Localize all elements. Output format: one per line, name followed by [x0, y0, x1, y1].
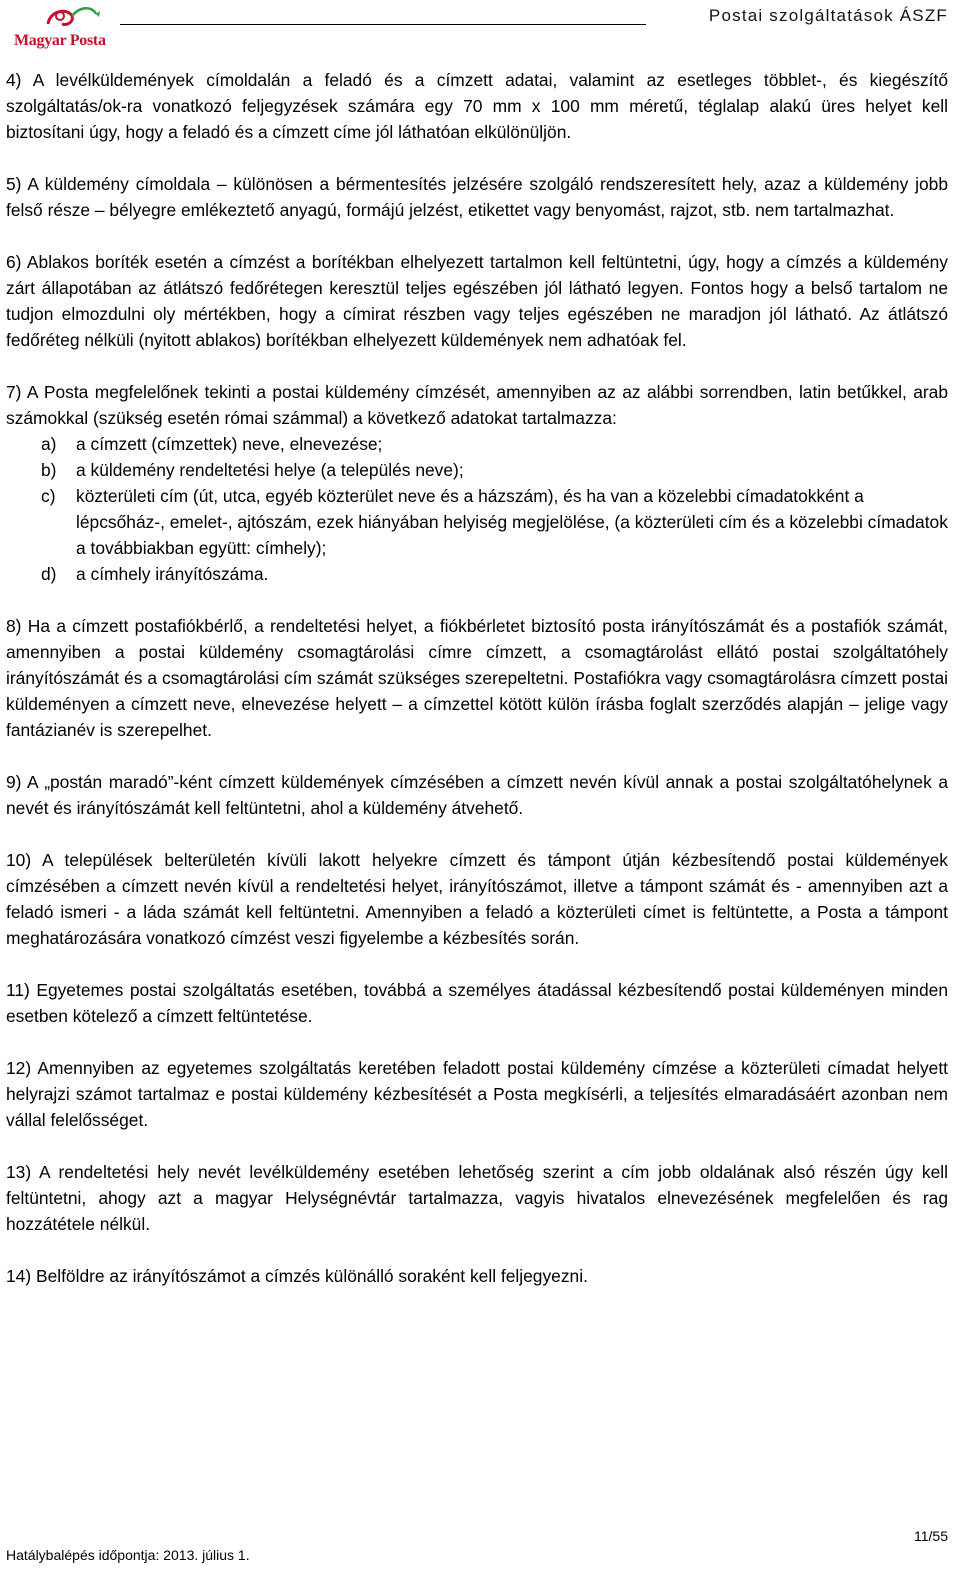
magyar-posta-logo: [10, 2, 110, 56]
list-marker: a): [41, 434, 57, 454]
logo-text: Magyar Posta: [14, 32, 106, 49]
list-marker: c): [41, 486, 56, 506]
paragraph-6: 6) Ablakos boríték esetén a címzést a borítékban elhelyezett tartalmon kell feltüntetni, úgy, hogy a címzés a küldemény zárt állapotában az átlátszó fedőrétegen keresztül teljes egészében jól látható legyen. Fontos hogy a belső tartalom ne tudjon elmozdulni oly mértékben, hogy a címirat részben vagy teljes egészében ne maradjon jól látható. Az átlátszó fedőréteg nélküli (nyitott ablakos) borítékban elhelyezett küldemények nem adhatóak fel.: [6, 252, 948, 350]
page-number: 11/55: [914, 1528, 948, 1544]
document-title: Postai szolgáltatások ÁSZF: [708, 6, 948, 25]
list-item-text: a küldemény rendeltetési helye (a település neve);: [76, 460, 464, 480]
paragraph-5: 5) A küldemény címoldala – különösen a bérmentesítés jelzésére szolgáló rendszeresített hely, azaz a küldemény jobb felső része – bélyegre emlékeztető anyagú, formájú jelzést, etikettet vagy benyomást, rajzot, stb. nem tartalmazhat.: [6, 174, 948, 220]
paragraph-10: 10) A települések belterületén kívüli lakott helyekre címzett és támpont útján kézbesítendő postai küldemények címzésében a címzett nevén kívül a rendeltetési helyet, irányítószámot, illetve a támpont számát és - amennyiben azt a feladó ismeri - a láda számát kell feltüntetni. Amennyiben a feladó a közterületi címet is feltüntette, a Posta a támpont meghatározására vonatkozó címzést veszi figyelembe a kézbesítés során.: [6, 850, 948, 948]
address-requirements-list: [6, 431, 948, 587]
paragraph-4: 4) A levélküldemények címoldalán a feladó és a címzett adatai, valamint az esetleges többlet-, és kiegészítő szolgáltatás/ok-ra vonatkozó feljegyzések számára egy 70 mm x 100 mm méretű, téglalap alakú üres helyet kell biztosítani úgy, hogy a feladó és a címzett címe jól láthatóan elkülönüljön.: [6, 70, 948, 142]
list-item-text: a címhely irányítószáma.: [76, 564, 269, 584]
document-body: [6, 67, 948, 1315]
list-item: [6, 457, 948, 483]
list-marker: d): [41, 564, 57, 584]
paragraph-9: 9) A „postán maradó”-ként címzett küldemények címzésében a címzett nevén kívül annak a postai szolgáltatóhelynek a nevét és irányítószámát kell feltüntetni, ahol a küldemény átvehető.: [6, 772, 948, 818]
header-rule: [120, 24, 646, 25]
list-item-text: közterületi cím (út, utca, egyéb közterület neve és a házszám), és ha van a közelebbi címadatokként a lépcsőház-, emelet-, ajtószám, ezek hiányában helyiség megjelölése, (a közterületi cím és a közelebbi címadatok a továbbiakban együtt: címhely);: [76, 486, 948, 558]
list-item-text: a címzett (címzettek) neve, elnevezése;: [76, 434, 383, 454]
paragraph-14: 14) Belföldre az irányítószámot a címzés különálló soraként kell feljegyezni.: [6, 1266, 588, 1286]
paragraph-7: 7) A Posta megfelelőnek tekinti a postai küldemény címzését, amennyiben az az alábbi sorrendben, latin betűkkel, arab számokkal (szükség esetén római számmal) a következő adatokat tartalmazza:: [6, 382, 948, 428]
effective-date: Hatálybalépés időpontja: 2013. július 1.: [6, 1547, 250, 1563]
paragraph-11: 11) Egyetemes postai szolgáltatás esetében, továbbá a személyes átadással kézbesítendő postai küldeményen minden esetben kötelező a címzett feltüntetése.: [6, 980, 948, 1026]
paragraph-8: 8) Ha a címzett postafiókbérlő, a rendeltetési helyet, a fiókbérletet biztosító posta irányítószámát és a postafiók számát, amennyiben a postai küldemény csomagtárolási címre címzett, a csomagtárolást ellátó postai szolgáltatóhely irányítószámát és a csomagtárolási cím számát szükséges szerepeltetni. Postafiókra vagy csomagtárolásra címzett postai küldeményen a címzett neve, elnevezése helyett – a címzettel kötött külön írásba foglalt szerződés alapján – jelige vagy fantázianév is szerepelhet.: [6, 616, 948, 740]
paragraph-13: 13) A rendeltetési hely nevét levélküldemény esetében lehetőség szerint a cím jobb oldalának alsó részén úgy kell feltüntetni, ahogy azt a magyar Helységnévtár tartalmazza, vagyis hivatalos elnevezésének megfelelően és rag hozzátétele nélkül.: [6, 1162, 948, 1234]
list-marker: b): [41, 460, 57, 480]
paragraph-12: 12) Amennyiben az egyetemes szolgáltatás keretében feladott postai küldemény címzése a közterületi címadat helyett helyrajzi számot tartalmaz e postai küldemény kézbesítését a Posta megkísérli, a teljesítés elmaradásáért azonban nem vállal felelősséget.: [6, 1058, 948, 1130]
page-header: [0, 0, 960, 58]
list-item: [6, 483, 948, 561]
list-item: [6, 561, 948, 587]
list-item: [6, 431, 948, 457]
